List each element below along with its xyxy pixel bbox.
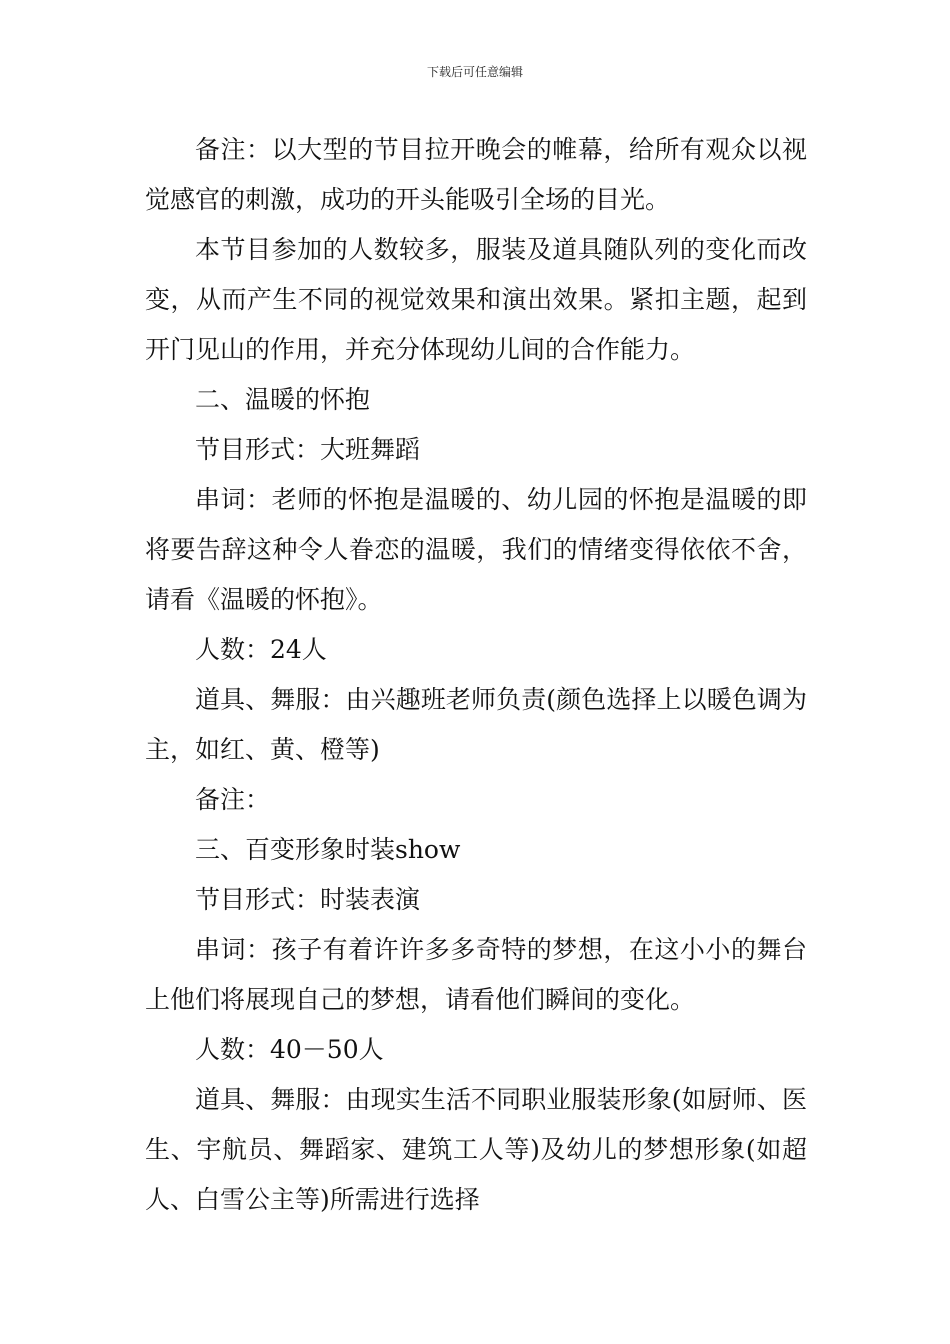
- paragraph-participant-count-3: 人数：40－50人: [195, 1035, 384, 1064]
- paragraph-props-costume: 道具、舞服：由兴趣班老师负责(颜色选择上以暖色调为主，如红、黄、橙等): [145, 685, 807, 764]
- paragraph-host-script-3: 串词：孩子有着许许多多奇特的梦想，在这小小的舞台上他们将展现自己的梦想，请看他们瞬间的变化。: [145, 935, 807, 1014]
- paragraph-program-form-3: 节目形式：时装表演: [195, 885, 421, 914]
- section-heading-2: 二、温暖的怀抱: [195, 385, 371, 414]
- paragraph-host-script: 串词：老师的怀抱是温暖的、幼儿园的怀抱是温暖的即将要告辞这种令人眷恋的温暖，我们的情绪变得依依不舍，请看《温暖的怀抱》。: [145, 485, 807, 614]
- section-heading-3: 三、百变形象时装show: [195, 835, 461, 864]
- paragraph-opening-description: 本节目参加的人数较多，服装及道具随队列的变化而改变，从而产生不同的视觉效果和演出效果。紧扣主题，起到开门见山的作用，并充分体现幼儿间的合作能力。: [145, 235, 807, 364]
- page-header: 下载后可任意编辑: [426, 65, 523, 79]
- paragraph-program-form: 节目形式：大班舞蹈: [195, 435, 421, 464]
- paragraph-remark: 备注：: [195, 785, 271, 814]
- paragraph-props-costume-3: 道具、舞服：由现实生活不同职业服装形象(如厨师、医生、宇航员、舞蹈家、建筑工人等)及幼儿的梦想形象(如超人、白雪公主等)所需进行选择: [145, 1085, 807, 1214]
- document-body: [145, 125, 807, 1225]
- paragraph-remark-opening: 备注：以大型的节目拉开晚会的帷幕，给所有观众以视觉感官的刺激，成功的开头能吸引全场的目光。: [145, 135, 807, 214]
- paragraph-participant-count: 人数：24人: [195, 635, 327, 664]
